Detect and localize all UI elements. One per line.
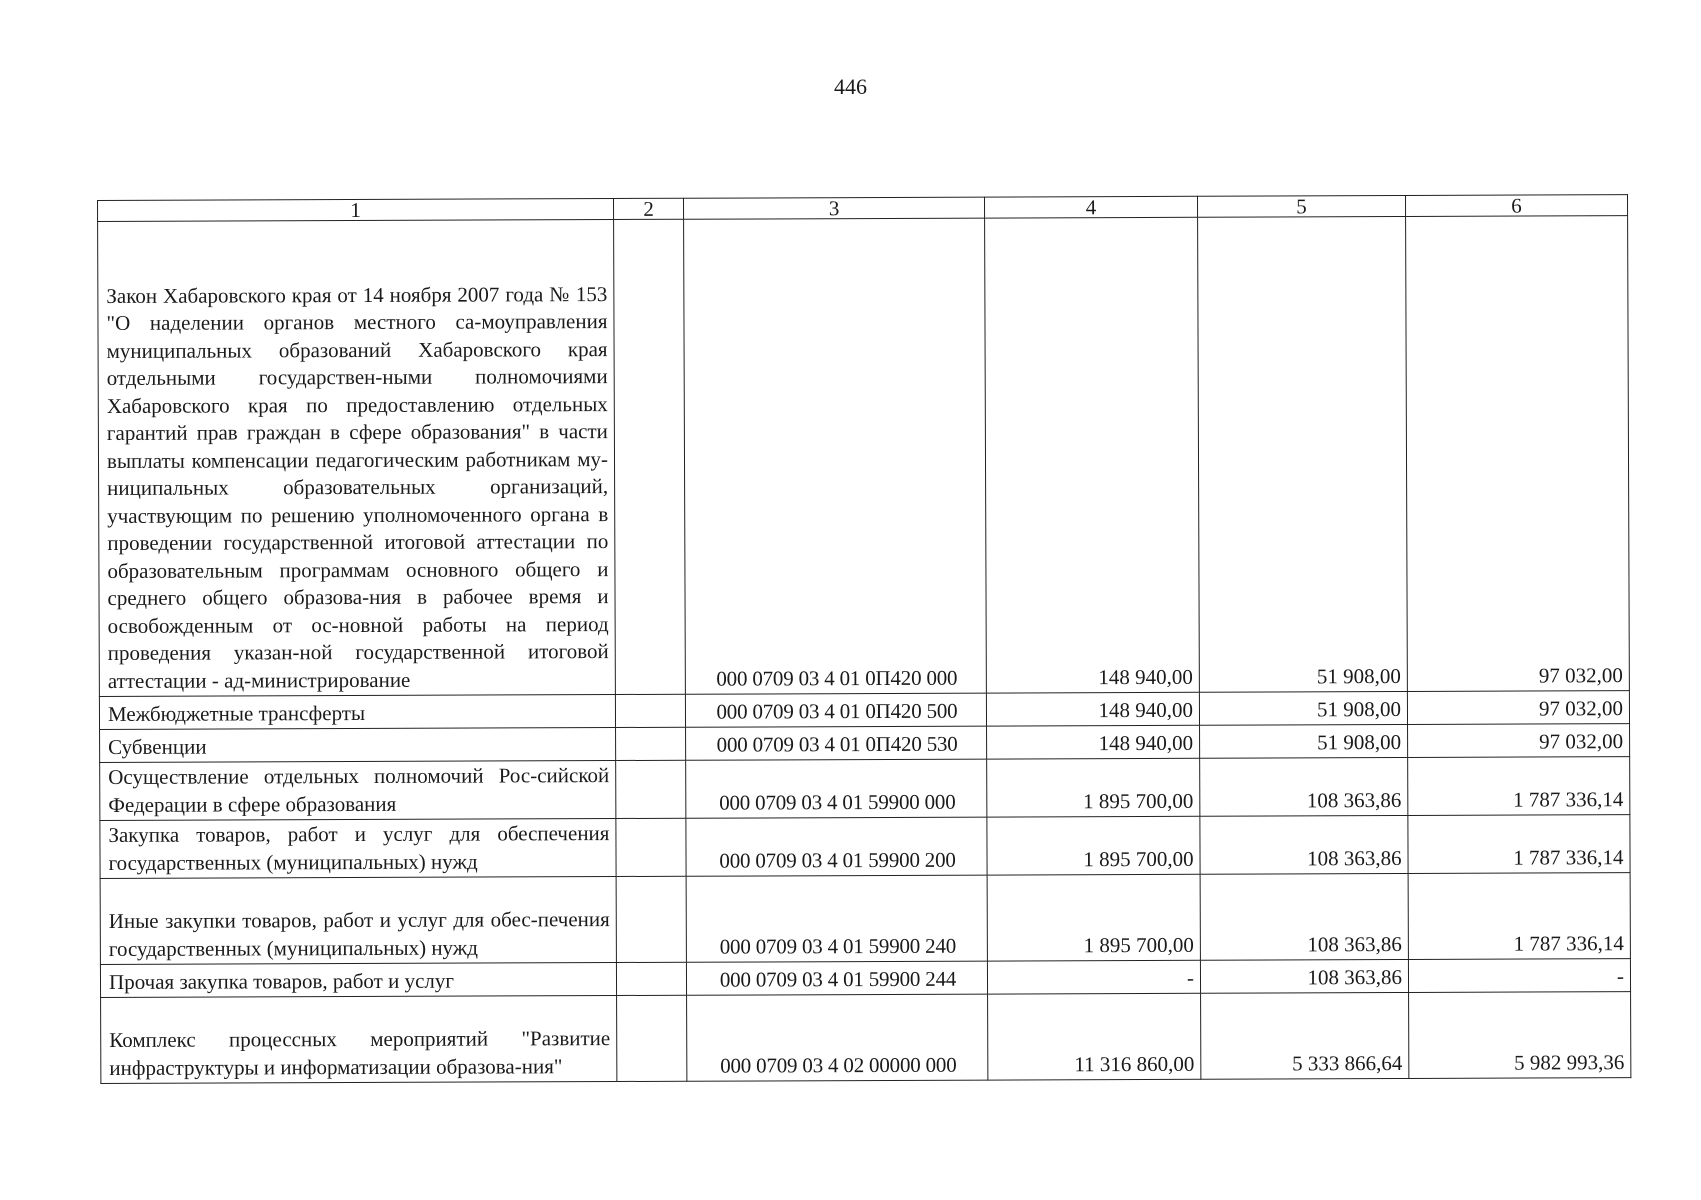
row-code: 000 0709 03 4 01 59900 244 <box>686 961 987 995</box>
row-col4: 1 895 700,00 <box>987 758 1200 817</box>
row-col5: 108 363,86 <box>1200 959 1408 993</box>
row-code: 000 0709 03 4 01 59900 240 <box>686 875 987 962</box>
row-description: Иные закупки товаров, работ и услуг для обес-печения государственных (муниципальных) нужд <box>100 877 616 965</box>
table-row <box>100 757 1630 821</box>
row-col6: 97 032,00 <box>1408 724 1630 758</box>
row-col2 <box>615 694 685 727</box>
row-description: Закон Хабаровского края от 14 ноября 2007 года № 153 "О наделении органов местного са-моуправления муниципальных образований Хабаровского края отдельными государствен-ными полномочиями Хабаровского края по предоставлению отдельных гарантий прав граждан в сфере образования" в части выплаты компенсации педагогическим работникам му-ниципальных образовательных организаций, участвующим по решению уполномоченного органа в проведении государственной итоговой аттестации по образовательным программам основного общего и среднего общего образова-ния в рабочее время и освобожденным от ос-новной работы на период проведения указан-ной государственной итоговой аттестации - ад-министрирование <box>98 220 616 697</box>
row-col5: 51 908,00 <box>1198 216 1408 692</box>
column-header-4: 4 <box>984 196 1197 218</box>
table-row <box>100 815 1630 879</box>
row-description: Субвенции <box>100 728 616 763</box>
row-col5: 51 908,00 <box>1200 724 1408 758</box>
row-col4: 1 895 700,00 <box>987 816 1200 875</box>
row-description: Межбюджетные трансферты <box>99 695 615 730</box>
row-col5: 51 908,00 <box>1199 691 1407 725</box>
row-col4: 148 940,00 <box>985 217 1200 693</box>
row-col5: 108 363,86 <box>1200 873 1408 960</box>
row-col2 <box>617 995 687 1081</box>
column-header-2: 2 <box>613 198 683 219</box>
table-row <box>100 873 1630 965</box>
row-col6: 97 032,00 <box>1406 216 1630 692</box>
row-col2 <box>616 876 686 962</box>
row-code: 000 0709 03 4 01 59900 000 <box>686 759 987 818</box>
row-col4: 148 940,00 <box>986 692 1199 726</box>
row-code: 000 0709 03 4 01 59900 200 <box>686 817 987 876</box>
row-col6: 1 787 336,14 <box>1408 757 1630 816</box>
row-col2 <box>616 818 686 876</box>
row-description: Комплекс процессных мероприятий "Развитие инфраструктуры и информатизации образова-ния" <box>101 996 617 1084</box>
column-header-6: 6 <box>1405 195 1627 217</box>
row-col6: 97 032,00 <box>1407 691 1629 725</box>
row-col5: 108 363,86 <box>1200 815 1408 874</box>
row-col6: 1 787 336,14 <box>1408 873 1630 960</box>
row-col6: 1 787 336,14 <box>1408 815 1630 874</box>
column-header-3: 3 <box>683 197 984 219</box>
row-col6: 5 982 993,36 <box>1409 992 1631 1079</box>
row-description: Закупка товаров, работ и услуг для обеспечения государственных (муниципальных) нужд <box>100 819 616 879</box>
row-code: 000 0709 03 4 01 0П420 500 <box>685 693 986 727</box>
row-col6: - <box>1408 959 1630 993</box>
column-header-1: 1 <box>98 199 614 222</box>
row-code: 000 0709 03 4 02 00000 000 <box>687 994 988 1081</box>
row-col2 <box>616 760 686 818</box>
table-row <box>101 992 1631 1084</box>
page-number: 446 <box>834 74 867 99</box>
row-col4: 1 895 700,00 <box>987 874 1200 961</box>
row-col4: - <box>987 960 1200 994</box>
row-col2 <box>616 727 686 760</box>
table-row <box>98 216 1630 697</box>
row-col4: 11 316 860,00 <box>988 993 1201 1080</box>
row-col5: 5 333 866,64 <box>1201 992 1409 1079</box>
row-col2 <box>614 219 686 694</box>
row-description: Осуществление отдельных полномочий Рос-сийской Федерации в сфере образования <box>100 761 616 821</box>
row-code: 000 0709 03 4 01 0П420 530 <box>686 726 987 760</box>
column-header-5: 5 <box>1197 195 1405 217</box>
row-col2 <box>616 962 686 995</box>
table-body <box>98 216 1631 1084</box>
row-col4: 148 940,00 <box>987 725 1200 759</box>
row-description: Прочая закупка товаров, работ и услуг <box>100 963 616 998</box>
row-col5: 108 363,86 <box>1200 757 1408 816</box>
row-code: 000 0709 03 4 01 0П420 000 <box>684 218 987 694</box>
budget-table <box>97 194 1631 1084</box>
